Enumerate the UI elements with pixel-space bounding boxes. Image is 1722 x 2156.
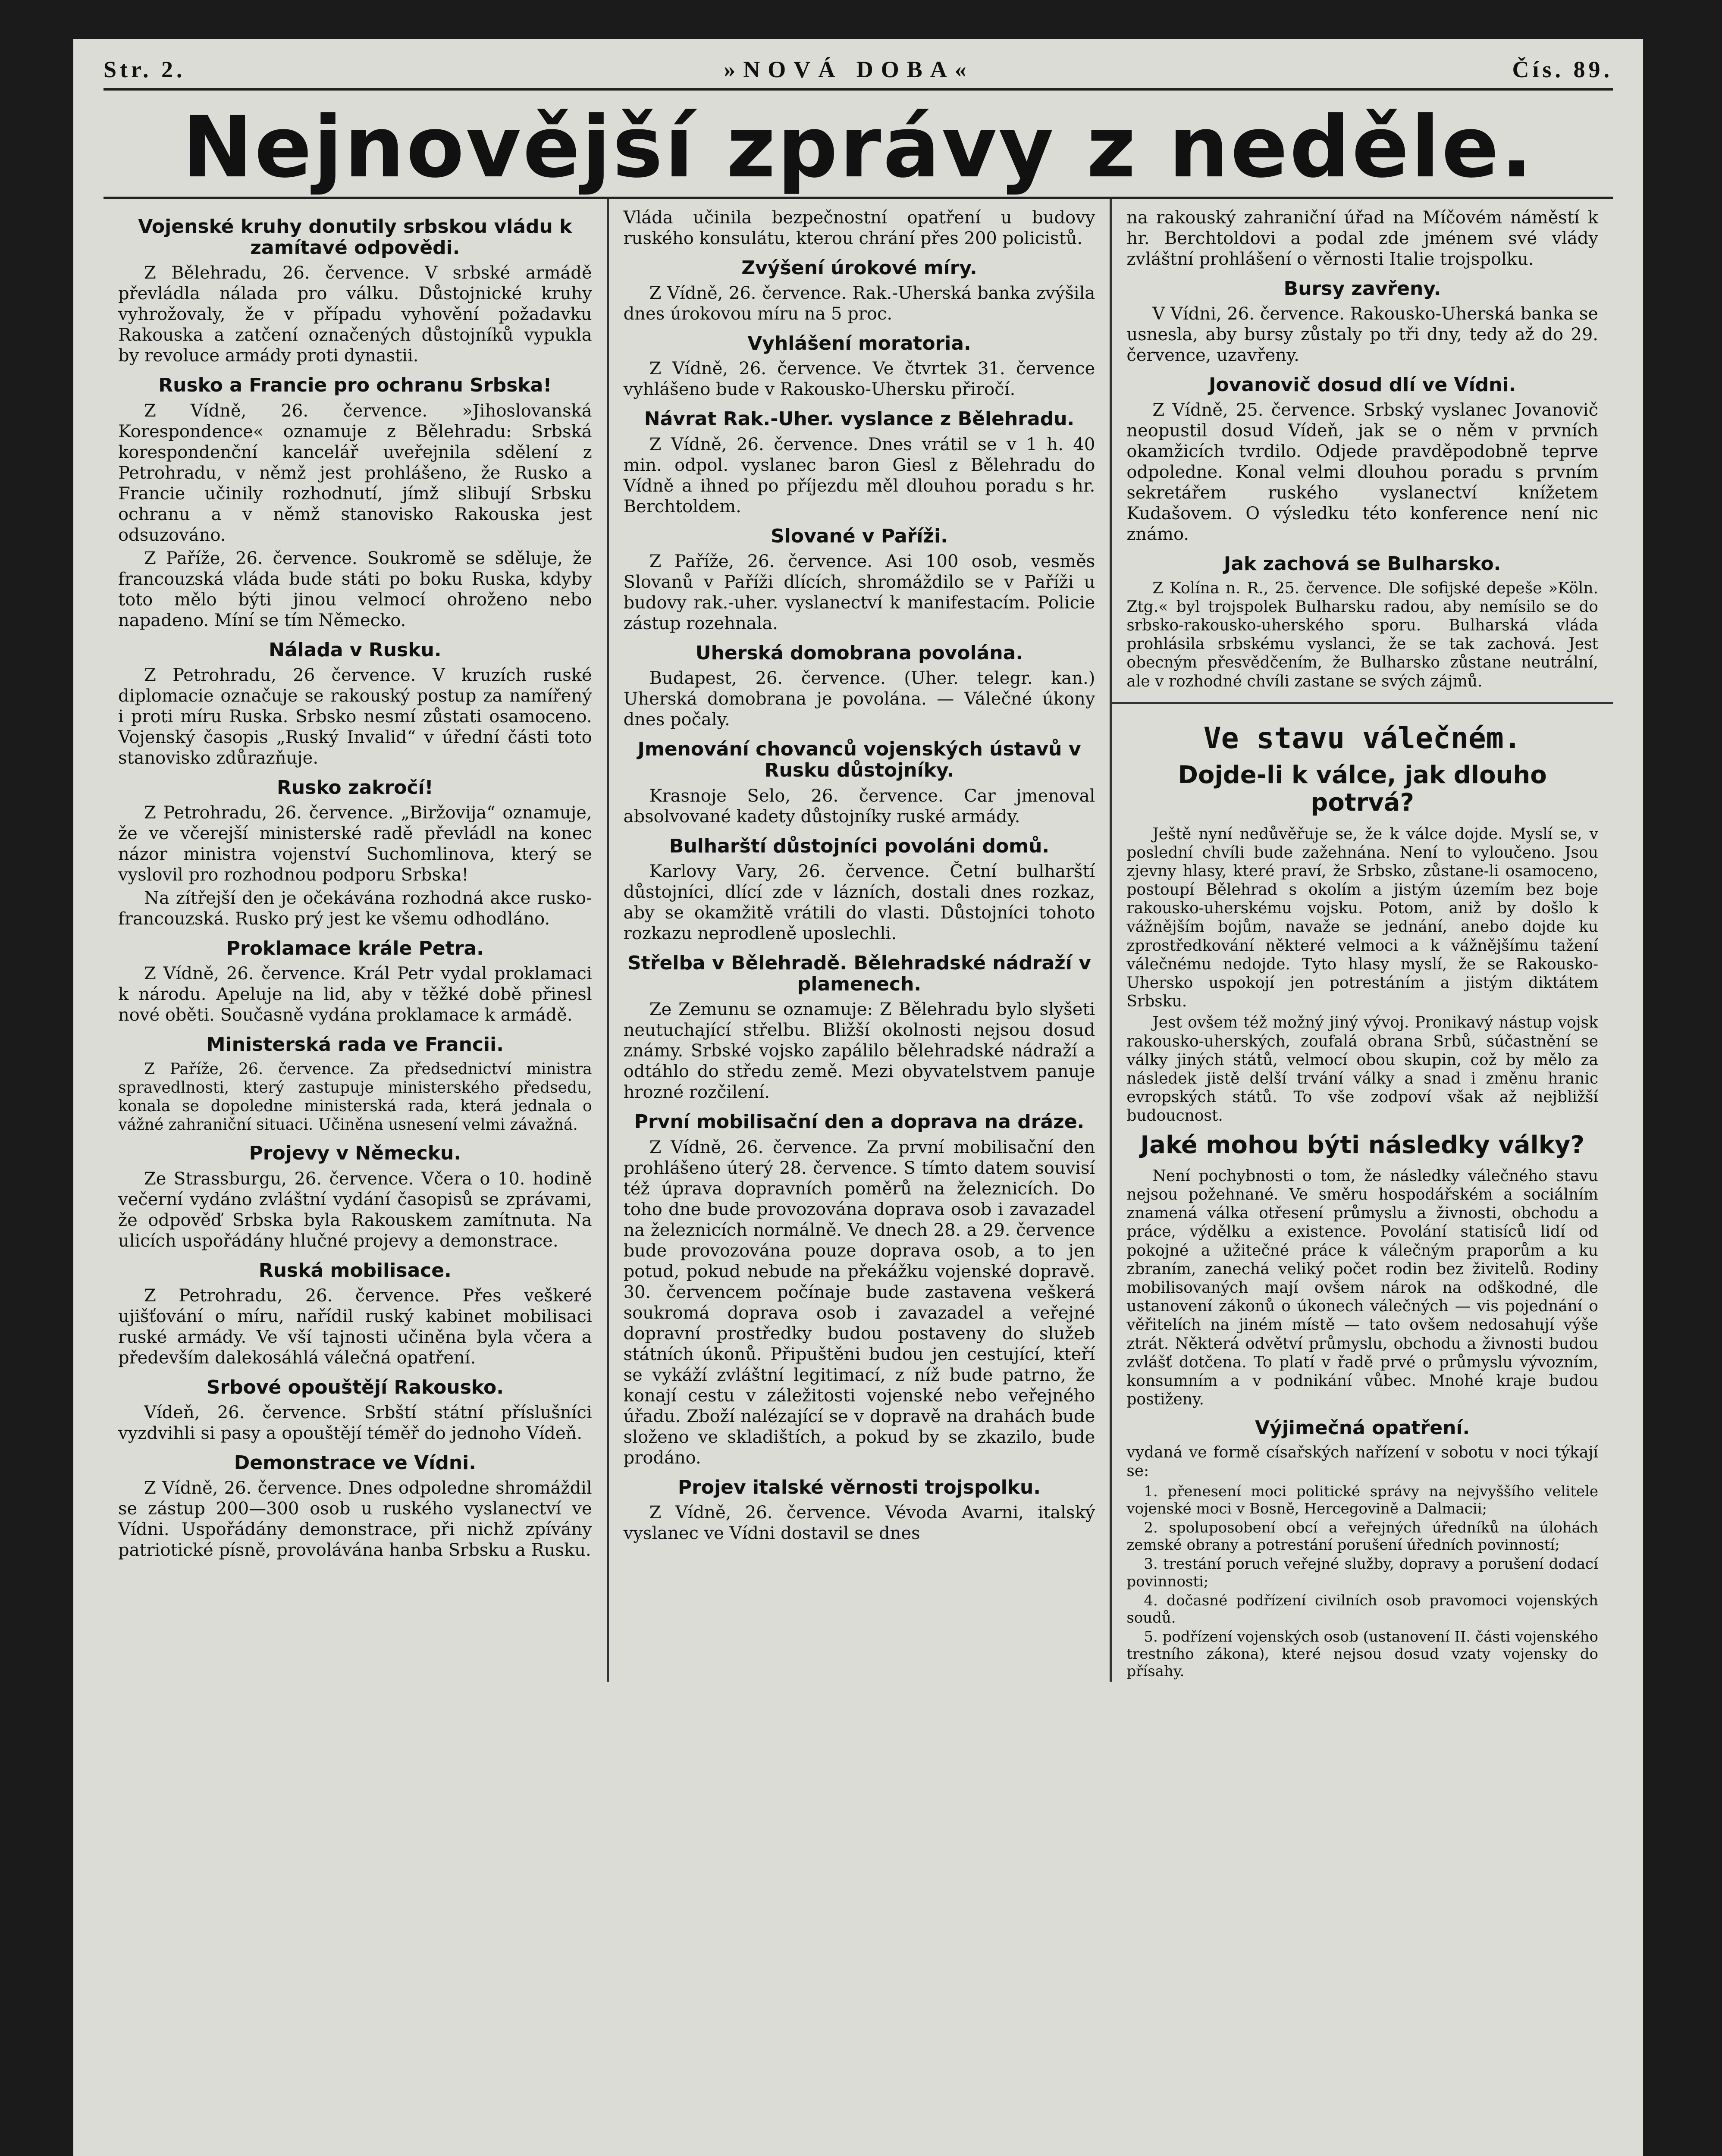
article-paragraph: Není pochybnosti o tom, že následky válečného stavu nejsou požehnané. Ve směru hospodářském a sociálním znamená válka otřesení průmyslu a živnosti, obchodu a práce, výdělku a existence. Povolání statisíců lidí od pokojné a užitečné práce k válečným praporům a ku zbraním, zanechá veliký počet rodin bez živitelů. Rodiny mobilisovaných mají ovšem nárok na odškodné, dle ustanovení zákonů o úkonech válečných — vis pojednání o věřitelích na jiném místě — tato ovšem nedosahují výše ztrát. Některá odvětví průmyslu, obchodu a živnosti budou zvlášť dotčena. To platí v řadě prvé o průmyslu vývozním, konsumním a v podnikání vůbec. Mnohé kraje budou postiženy. [1126, 1167, 1598, 1409]
article-title: Jmenování chovanců vojenských ústavů v Rusku důstojníky. [637, 738, 1081, 782]
article-paragraph: Vláda učinila bezpečnostní opatření u budovy ruského konsulátu, kterou chrání přes 200 policistů. [623, 207, 1095, 248]
article-title: Rusko a Francie pro ochranu Srbska! [158, 374, 552, 397]
masthead-title: »NOVÁ DOBA« [724, 56, 974, 82]
article-title: Návrat Rak.-Uher. vyslance z Bělehradu. [644, 408, 1075, 430]
page-number: Str. 2. [104, 56, 186, 82]
column-2 [607, 199, 1110, 1682]
war-measures-list [1126, 1483, 1598, 1680]
article-paragraph: Karlovy Vary, 26. července. Četní bulharští důstojníci, dlící zde v lázních, dostali dnes rozkaz, aby se okamžitě vrátili do vlasti. Důstojníci tohoto rozkazu neprodleně uposlechli. [623, 861, 1095, 943]
war-subtitle-measures: Výjimečná opatření. [1255, 1417, 1470, 1439]
article-paragraph: na rakouský zahraniční úřad na Míčovém náměstí k hr. Berchtoldovi a podal zde jménem své vlády zvláštní prohlášení o věrnosti Italie trojspolku. [1126, 207, 1598, 269]
article-title: Jak zachová se Bulharsko. [1223, 553, 1501, 575]
running-header [104, 56, 1613, 91]
article-title: Projevy v Německu. [249, 1142, 461, 1165]
article-paragraph: Z Vídně, 26. července. Za první mobilisační den prohlášeno úterý 28. července. S tímto datem souvisí též úprava dopravních poměrů na železnicích. Do toho dne bude provozována doprava osob i zavazadel na železnicích normálně. Ve dnech 28. a 29. července bude provozována pouze doprava osob, a to jen potud, pokud nebude na překážku vojenské dopravě. 30. červencem počínaje bude zastavena veškerá soukromá doprava osob i zavazadel a veřejné dopravní prostředky budou postaveny do služeb státních úkonů. Připuštěni budou jen cestující, kteří se vykáží zvláštní legitimací, z níž bude patrno, že konají cestu v záležitosti vojenské nebo veřejného úřadu. Zboží nalézající se v dopravě na drahách bude složeno ve skladištích, a pokud by se zkazilo, bude prodáno. [623, 1137, 1095, 1468]
measure-item: 2. spoluposobení obcí a veřejných úředníků na úlohách zemské obrany a potrestání porušení úředních povinností; [1126, 1519, 1598, 1554]
article-paragraph: Z Petrohradu, 26 července. V kruzích ruské diplomacie označuje se rakouský postup za namířený i proti míru Ruska. Srbsko nesmí zůstati osamoceno. Vojenský časopis „Ruský Invalid“ v úřední části toto stanovisko zdůrazňuje. [118, 665, 592, 768]
war-consequences-text [1126, 1167, 1598, 1409]
article-title: Jovanovič dosud dlí ve Vídni. [1208, 374, 1516, 396]
article-title: Střelba v Bělehradě. Bělehradské nádraží v plamenech. [627, 952, 1091, 996]
article-paragraph: Z Vídně, 26. července. Vévoda Avarni, italský vyslanec ve Vídni dostavil se dnes [623, 1502, 1095, 1543]
article-paragraph: Z Vídně, 25. července. Srbský vyslanec Jovanovič neopustil dosud Vídeň, jak se o něm v prvních okamžicích tvrdilo. Odjede pravděpodobně teprve odpoledne. Konal velmi dlouhou poradu s prvním sekretářem ruského vyslanectví knížetem Kudašovem. O výsledku této konference není nic známo. [1126, 400, 1598, 545]
war-duration-text [1126, 825, 1598, 1125]
measure-item: 3. trestání poruch veřejné služby, dopravy a porušení dodací povinnosti; [1126, 1555, 1598, 1590]
article-paragraph: Z Paříže, 26. července. Za předsednictví ministra spravedlnosti, který zastupuje ministerského předsedu, konala se dopoledne ministerská rada, která jednala o vážné zahraniční situaci. Učiněna usnesení velmi závažná. [118, 1060, 592, 1134]
article-title: Vyhlášení moratoria. [747, 332, 971, 355]
article-paragraph: Z Vídně, 26. července. Dnes odpoledne shromáždil se zástup 200—300 osob u ruského vyslanectví ve Vídni. Uspořádány demonstrace, při nichž zpívány patriotické písně, provolávána hanba Srbsku a Rusku. [118, 1478, 592, 1561]
war-section-title: Ve stavu válečném. [1203, 721, 1521, 755]
article-paragraph: V Vídni, 26. července. Rakousko-Uherská banka se usnesla, aby bursy zůstaly po tři dny, tedy až do 29. července, uzavřeny. [1126, 304, 1598, 366]
issue-number: Čís. 89. [1512, 56, 1613, 82]
article-paragraph: Na zítřejší den je očekávána rozhodná akce rusko-francouzská. Rusko prý jest ke všemu odhodláno. [118, 888, 592, 929]
column-3-news [1126, 207, 1598, 691]
measure-item: 5. podřízení vojenských osob (ustanovení II. části vojenského trestního zákona), které nejsou dosud vzaty vojensky do přísahy. [1126, 1628, 1598, 1680]
article-paragraph: Z Vídně, 26. července. »Jihoslovanská Korespondence« oznamuje z Bělehradu: Srbská korespondenční kancelář uveřejnila sdělení z Petrohradu, v němž jest prohlášeno, že Rusko a Francie učinily rozhodnutí, jímž slibují Srbsku ochranu a v němž stanovisko Rakouska jest odsuzováno. [118, 401, 592, 545]
article-paragraph: Z Petrohradu, 26. července. Přes veškeré ujišťování o míru, nařídil ruský kabinet mobilisaci ruské armády. Ve vší tajnosti učiněna byla včera a především dalekosáhlá válečná opatření. [118, 1285, 592, 1368]
article-paragraph: Z Kolína n. R., 25. července. Dle sofijské depeše »Köln. Ztg.« byl trojspolek Bulharsku radou, aby nemísilo se do srbsko-rakousko-uherského sporu. Bulharská vláda prohlásila srbskému vyslanci, že se tak zachová. Jest obecným přesvědčením, že Bulharsko zůstane neutrální, ale v rozhodné chvíli zastane se svých zájmů. [1126, 579, 1598, 690]
article-title: Ruská mobilisace. [258, 1259, 452, 1282]
article-title: Ministerská rada ve Francii. [206, 1034, 504, 1056]
article-title: Projev italské věrnosti trojspolku. [678, 1476, 1041, 1498]
article-paragraph: Z Vídně, 26. července. Dnes vrátil se v 1 h. 40 min. odpol. vyslanec baron Giesl z Bělehradu do Vídně a ihned po příjezdu měl dlouhou poradu s hr. Berchtoldem. [623, 434, 1095, 517]
war-measures-intro: vydaná ve formě císařských nařízení v sobotu v noci týkají se: [1126, 1443, 1598, 1480]
column-1 [104, 199, 607, 1682]
article-title: Nálada v Rusku. [269, 639, 442, 661]
newspaper-page [73, 39, 1643, 2156]
article-title: Slované v Paříži. [771, 525, 948, 547]
article-paragraph: Z Petrohradu, 26. července. „Biržovija“ oznamuje, že ve včerejší ministerské radě převládl na konec názor ministra vojenství Suchomlinova, který se vyslovil pro rozhodnou podporu Srbska! [118, 803, 592, 885]
article-title: Zvýšení úrokové míry. [741, 257, 977, 279]
column-3 [1110, 199, 1613, 1682]
article-paragraph: Z Vídně, 26. července. Ve čtvrtek 31. července vyhlášeno bude v Rakousko-Uhersku přiročí. [623, 359, 1095, 400]
article-paragraph: Vídeň, 26. července. Srbští státní příslušníci vyzdvihli si pasy a opouštějí téměř do jednoho Vídeň. [118, 1403, 592, 1444]
article-paragraph: Ještě nyní nedůvěřuje se, že k válce dojde. Myslí se, v poslední chvíli bude zažehnána. Není to vyloučeno. Jsou zjevny hlasy, které praví, že Srbsko, zůstane-li osamoceno, postoupí Bělehrad s okolím a jistým územím bez boje rakousko-uherskému vojsku. Potom, aniž by došlo k vážnějším bojům, navaže se jednání, anebo dojde ku zprostředkování některé velmoci a k vážnějšímu tažení válečnému nedojde. Tyto hlasy myslí, že se Rakousko-Uhersko uspokojí jen potrestáním a jistým diktátem Srbsku. [1126, 825, 1598, 1011]
article-paragraph: Z Vídně, 26. července. Rak.-Uherská banka zvýšila dnes úrokovou míru na 5 proc. [623, 283, 1095, 324]
article-paragraph: Krasnoje Selo, 26. července. Car jmenoval absolvované kadety důstojníky ruské armády. [623, 786, 1095, 827]
article-paragraph: Z Paříže, 26. července. Soukromě se sděluje, že francouzská vláda bude státi po boku Ruska, kdyby toto mělo býti jinou velmocí ohroženo nebo napadeno. Míní se tím Německo. [118, 548, 592, 630]
article-paragraph: Ze Zemunu se oznamuje: Z Bělehradu bylo slyšeti neutuchající střelbu. Bližší okolnosti nejsou dosud známy. Srbské vojsko zapálilo bělehradské nádraží a odtáhlo do středu země. Mezi obyvatelstvem panuje hrozné rozčilení. [623, 1000, 1095, 1103]
article-title: Srbové opouštějí Rakousko. [206, 1376, 504, 1398]
measure-item: 1. přenesení moci politické správy na nejvyššího velitele vojenské moci v Bosně, Hercegovině a Dalmacii; [1126, 1482, 1598, 1518]
section-divider [1112, 702, 1613, 704]
article-paragraph: Z Vídně, 26. července. Král Petr vydal proklamaci k národu. Apeluje na lid, aby v těžké době přinesl nové oběti. Současně vydána proklamace k armádě. [118, 964, 592, 1025]
article-title: Demonstrace ve Vídni. [234, 1452, 476, 1474]
article-title: Bursy zavřeny. [1283, 277, 1441, 300]
war-subtitle-consequences: Jaké mohou býti následky války? [1140, 1131, 1584, 1159]
measure-item: 4. dočasné podřízení civilních osob pravomoci vojenských soudů. [1126, 1592, 1598, 1626]
article-title: Vojenské kruhy donutily srbskou vládu k zamítavé odpovědi. [138, 215, 572, 259]
article-title: Proklamace krále Petra. [226, 937, 484, 960]
article-paragraph: Jest ovšem též možný jiný vývoj. Pronikavý nástup vojsk rakousko-uherských, zoufalá obrana Srbů, súčastnění se války jiných států, velmocí obou skupin, což by mělo za následek jistě delší trvání války a snad i změnu hranic evropských států. To vše zodpoví však až nejbližší budoucnost. [1126, 1014, 1598, 1125]
article-paragraph: Budapest, 26. července. (Uher. telegr. kan.) Uherská domobrana je povolána. — Válečné úkony dnes počaly. [623, 668, 1095, 730]
article-paragraph: Z Bělehradu, 26. července. V srbské armádě převládla nálada pro válku. Důstojnické kruhy vyhrožovaly, že v případu vyhovění požadavku Rakouska a zatčení označených důstojníků vypukla by revoluce armády proti dynastii. [118, 263, 592, 366]
article-paragraph: Ze Strassburgu, 26. července. Včera o 10. hodině večerní vydáno zvláštní vydání časopisů se zprávami, že odpověď Srbska byla Rakouskem zamítnuta. Na ulicích uspořádány hlučné projevy a demonstrace. [118, 1169, 592, 1251]
columns [104, 197, 1613, 1682]
article-title: Rusko zakročí! [276, 776, 433, 799]
page-headline: Nejnovější zprávy z neděle. [182, 98, 1534, 197]
article-paragraph: Z Paříže, 26. července. Asi 100 osob, vesměs Slovanů v Paříži dlících, shromáždilo se v Paříži u budovy rak.-uher. vyslanectví k manifestacím. Policie zástup rozehnala. [623, 551, 1095, 633]
war-subtitle-duration: Dojde-li k válce, jak dlouho potrvá? [1178, 761, 1547, 817]
article-title: První mobilisační den a doprava na dráze. [634, 1111, 1085, 1133]
article-title: Bulharští důstojníci povoláni domů. [669, 835, 1050, 857]
article-title: Uherská domobrana povolána. [695, 642, 1023, 664]
